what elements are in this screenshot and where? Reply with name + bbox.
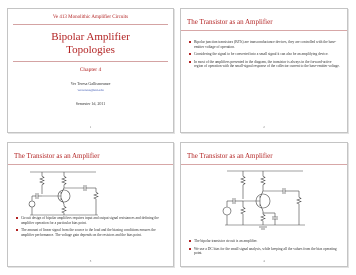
bullet-list: [16, 216, 167, 240]
title-slide: [7, 8, 174, 133]
amplifier-circuit-schematic: [219, 167, 315, 231]
slide-transistor-amplifier-1: [180, 8, 348, 133]
author-name: Ver Teresa Gallismeunze: [70, 81, 111, 86]
course-name: Ve 413 Monolithic Amplifier Circuits: [52, 15, 129, 20]
bullet-item: The amount of linear signal from the source to the load and the biasing conditions ensures the amplifier performance. The voltage gain depends on the resistors and the bias point.: [16, 228, 167, 237]
title-rule: [181, 30, 347, 31]
presentation-title: [8, 31, 173, 57]
chapter-label: Chapter 4: [79, 67, 102, 73]
bullet-item: Bipolar junction transistors (BJTs) are transconductance devices, they are controlled with the base-emitter voltage of operation.: [189, 40, 341, 49]
bullet-list: [189, 239, 341, 259]
bullet-list: [189, 40, 341, 72]
bullet-item: Circuit design of bipolar amplifiers requires input and output signal resistances and defining the amplifier operation for a particular bias point.: [16, 216, 167, 225]
amplifier-circuit-schematic: [24, 168, 104, 218]
divider: [13, 61, 168, 62]
slide-title: The Transistor as an Amplifier: [187, 18, 273, 26]
date-label: Semester 1d, 2011: [75, 101, 106, 106]
bullet-item: We use a DC bias for the small signal analysis, while keeping all the values from the bias operating point.: [189, 247, 341, 256]
page-number: 2: [263, 125, 265, 129]
slide-transistor-amplifier-3: [180, 142, 348, 267]
slide-title: The Transistor as an Amplifier: [187, 152, 273, 160]
author-email-link[interactable]: ver.teresa@uni.edu: [77, 88, 104, 92]
title-rule: [181, 164, 347, 165]
page-number: 1: [89, 125, 92, 129]
title-rule: [8, 164, 173, 165]
slide-transistor-amplifier-2: [7, 142, 174, 267]
title-line-1: Bipolar Amplifier: [51, 31, 130, 43]
divider: [13, 24, 168, 25]
page-number: 3: [89, 259, 92, 263]
title-line-2: Topologies: [66, 44, 115, 56]
page-number: 4: [263, 259, 265, 263]
bullet-item: The bipolar transistor circuit is an amplifier.: [189, 239, 341, 244]
bullet-item: Considering the signal to be converted into a small signal it can also be an amplifying device.: [189, 52, 341, 57]
bullet-item: In most of the amplifiers presented in the diagram, the transistor is always in the forward-active region of operation with the small-signal response of the collector current to the base-emitter voltage.: [189, 60, 341, 69]
slide-title: The Transistor as an Amplifier: [14, 152, 100, 160]
